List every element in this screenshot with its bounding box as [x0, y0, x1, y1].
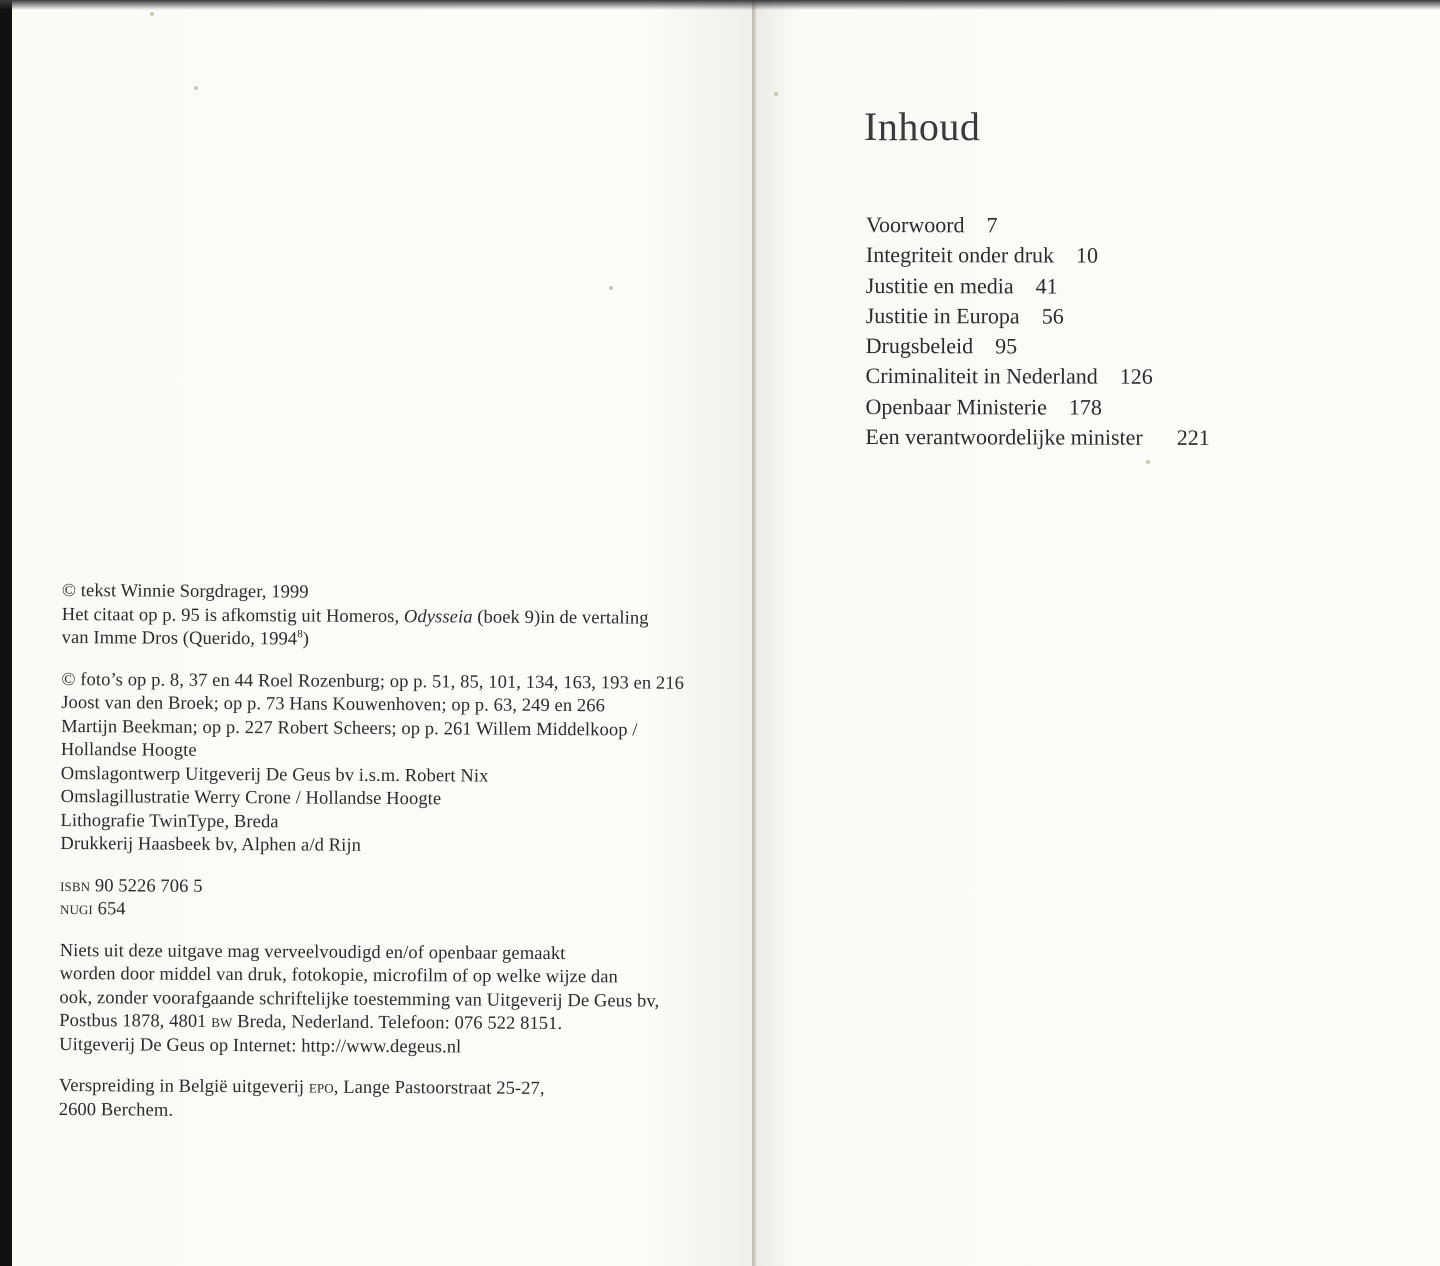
- toc-entry: [865, 392, 1209, 423]
- toc-entry-page: 178: [1068, 394, 1102, 420]
- rights-line: worden door middel van druk, fotokopie, microfilm of op welke wijze dan: [59, 963, 619, 988]
- paper-speck: [609, 286, 613, 290]
- toc-entry-page: 41: [1035, 273, 1058, 299]
- toc-entry: [866, 301, 1210, 332]
- quote-credit-line1: Het citaat op p. 95 is afkomstig uit Homeros, Odysseia (boek 9)in de vertaling: [61, 604, 649, 629]
- isbn-label: isbn: [60, 875, 91, 896]
- nugi-line: [60, 898, 720, 926]
- credits-line: Omslagontwerp Uitgeverij De Geus bv i.s.m. Robert Nix: [60, 763, 489, 787]
- paper-speck: [150, 12, 154, 16]
- distribution-line: 2600 Berchem.: [58, 1099, 174, 1121]
- quote-title: Odysseia: [403, 606, 473, 628]
- quote-credit-line2: van Imme Dros (Querido, 1994$^8$): [61, 627, 310, 650]
- rights-line: ook, zonder voorafgaande schriftelijke toestemming van Uitgeverij De Geus bv,: [59, 987, 660, 1012]
- toc-entry-title: Drugsbeleid: [865, 333, 974, 359]
- toc-entry: [866, 331, 1210, 362]
- nugi-label: nugi: [59, 898, 93, 920]
- toc-entry-title: Justitie in Europa: [865, 302, 1020, 329]
- right-page: [756, 0, 1440, 1266]
- rights-block: [59, 939, 720, 1061]
- credits-line: Lithografie TwinType, Breda: [60, 810, 279, 832]
- toc-entry-title: Integriteit onder druk: [865, 242, 1055, 268]
- toc-entry: [866, 240, 1210, 271]
- edition-superscript: 8: [297, 628, 303, 641]
- rights-line: Postbus 1878, 4801 bw Breda, Nederland. Telefoon: 076 522 8151.: [59, 1010, 563, 1035]
- toc-entry: [865, 422, 1209, 453]
- toc-entry-title: Justitie en media: [865, 272, 1014, 298]
- isbn-block: [60, 874, 720, 925]
- credits-block: [60, 668, 721, 860]
- distribution-line: Verspreiding in België uitgeverij epo, Lange Pastoorstraat 25-27,: [58, 1075, 545, 1099]
- toc-entry: [866, 271, 1210, 302]
- left-page: [12, 0, 752, 1266]
- nugi-value: 654: [97, 899, 126, 920]
- colophon: [59, 580, 722, 1144]
- credits-line: Omslagillustratie Werry Crone / Hollandse Hoogte: [60, 786, 442, 810]
- credits-line: © foto’s op p. 8, 37 en 44 Roel Rozenburg; op p. 51, 85, 101, 134, 163, 193 en 216: [61, 669, 685, 694]
- copyright-text: © tekst Winnie Sorgdrager, 1999: [61, 581, 309, 603]
- rights-line: Niets uit deze uitgave mag verveelvoudigd en/of openbaar gemaakt: [59, 940, 566, 964]
- toc-entry-page: 56: [1041, 303, 1064, 329]
- toc-entry-page: 221: [1176, 424, 1210, 450]
- page-top-shadow: [0, 0, 1440, 10]
- contents-list: [865, 210, 1210, 453]
- paper-speck: [194, 86, 198, 90]
- book-edge-shadow: [0, 0, 12, 1266]
- credits-line: Drukkerij Haasbeek bv, Alphen a/d Rijn: [60, 833, 362, 856]
- credits-line: Martijn Beekman; op p. 227 Robert Scheers; op p. 261 Willem Middelkoop /: [61, 716, 638, 741]
- toc-entry-title: Voorwoord: [865, 212, 965, 238]
- toc-entry-page: 95: [995, 333, 1018, 359]
- toc-entry: [866, 210, 1210, 241]
- distribution-block: [59, 1075, 719, 1126]
- isbn-value: 90 5226 706 5: [94, 875, 203, 897]
- rights-line: Uitgeverij De Geus op Internet: http://www.degeus.nl: [59, 1034, 462, 1057]
- toc-entry-title: Openbaar Ministerie: [865, 393, 1047, 420]
- copyright-block: [62, 580, 722, 655]
- contents-title: Inhoud: [864, 104, 981, 149]
- toc-entry-title: Criminaliteit in Nederland: [865, 363, 1098, 390]
- paper-speck: [774, 92, 778, 96]
- toc-entry: [866, 361, 1210, 392]
- toc-entry-page: 10: [1076, 242, 1099, 268]
- toc-entry-title: Een verantwoordelijke minister: [865, 424, 1143, 450]
- credits-line: Hollandse Hoogte: [60, 739, 197, 761]
- toc-entry-page: 126: [1119, 364, 1153, 390]
- paper-speck: [1146, 460, 1150, 464]
- isbn-line: [60, 874, 720, 902]
- toc-entry-page: 7: [986, 212, 998, 238]
- credits-line: Joost van den Broek; op p. 73 Hans Kouwenhoven; op p. 63, 249 en 266: [61, 692, 606, 717]
